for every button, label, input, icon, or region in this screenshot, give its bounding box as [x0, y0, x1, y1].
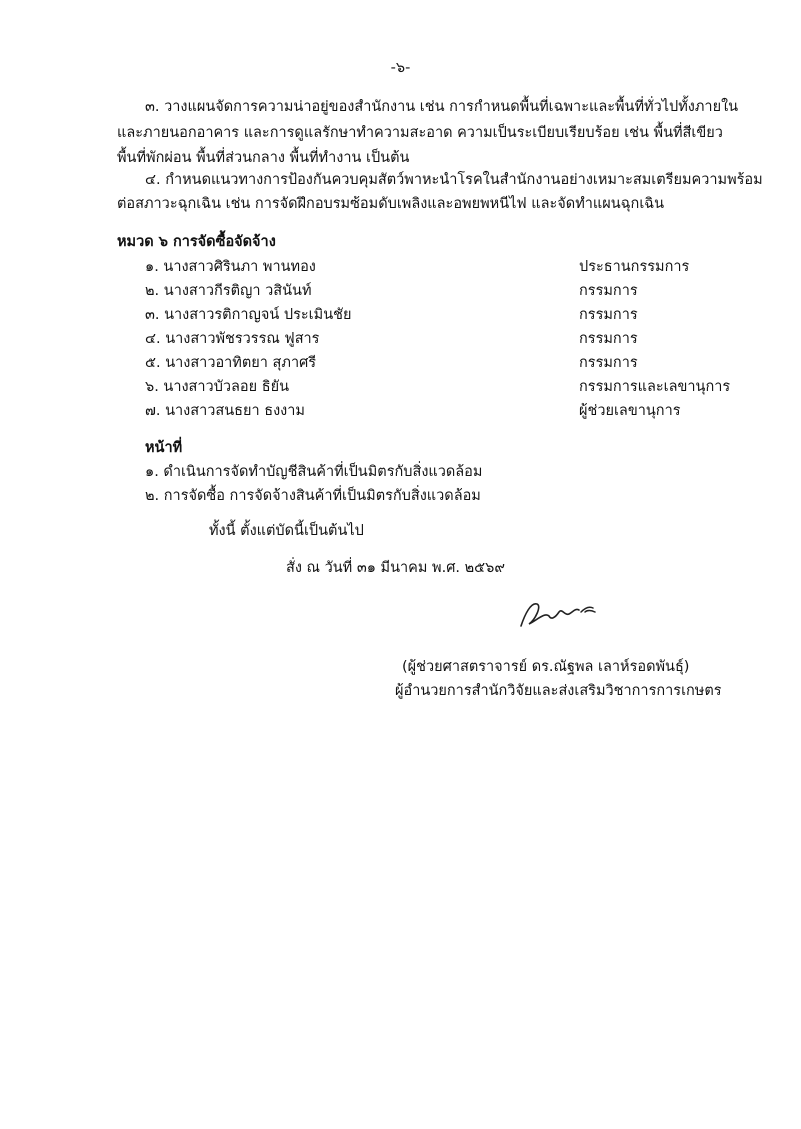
member-name: ๒. นางสาวกีรติญา วสินันท์	[145, 283, 312, 299]
member-name: ๔. นางสาวพัชรวรรณ ฟูสาร	[145, 331, 320, 347]
member-name: ๓. นางสาวรติกาญจน์ ประเมินชัย	[145, 307, 352, 323]
paragraph-3-line-3: พื้นที่พักผ่อน พื้นที่ส่วนกลาง พื้นที่ทำงาน เป็นต้น	[117, 150, 410, 166]
member-role: กรรมการ	[579, 307, 638, 323]
paragraph-3-line-2: และภายนอกอาคาร และการดูแลรักษาทำความสะอาด ความเป็นระเบียบเรียบร้อย เช่น พื้นที่สีเขียว	[117, 125, 723, 141]
paragraph-4-line-2: ต่อสภาวะฉุกเฉิน เช่น การจัดฝึกอบรมซ้อมดับเพลิงและอพยพหนีไฟ และจัดทำแผนฉุกเฉิน	[117, 196, 665, 212]
order-date: สั่ง ณ วันที่ ๓๑ มีนาคม พ.ศ. ๒๕๖๙	[286, 560, 505, 576]
member-role: ผู้ช่วยเลขานุการ	[579, 403, 681, 419]
member-role: กรรมการ	[579, 283, 638, 299]
member-name: ๖. นางสาวบัวลอย ธิยัน	[145, 379, 289, 395]
duty-item: ๑. ดำเนินการจัดทำบัญชีสินค้าที่เป็นมิตรกับสิ่งแวดล้อม	[145, 464, 483, 480]
page-number: -๖-	[390, 60, 411, 76]
member-name: ๗. นางสาวสนธยา ธงงาม	[145, 403, 305, 419]
effective-statement: ทั้งนี้ ตั้งแต่บัดนี้เป็นต้นไป	[209, 523, 364, 539]
member-name: ๕. นางสาวอาทิตยา สุภาศรี	[145, 355, 317, 371]
member-name: ๑. นางสาวศิรินภา พานทอง	[145, 259, 316, 275]
duty-item: ๒. การจัดซื้อ การจัดจ้างสินค้าที่เป็นมิตรกับสิ่งแวดล้อม	[145, 488, 481, 504]
member-role: กรรมการ	[579, 331, 638, 347]
handwritten-signature	[515, 596, 605, 636]
member-role: กรรมการ	[579, 355, 638, 371]
section-heading: หมวด ๖ การจัดซื้อจัดจ้าง	[117, 234, 276, 250]
member-role: ประธานกรรมการ	[579, 259, 690, 275]
member-role: กรรมการและเลขานุการ	[579, 379, 731, 395]
duties-heading: หน้าที่	[145, 440, 183, 456]
signatory-name: (ผู้ช่วยศาสตราจารย์ ดร.ณัฐพล เลาห์รอดพันธุ์)	[402, 659, 690, 675]
paragraph-4-line-1: ๔. กำหนดแนวทางการป้องกันควบคุมสัตว์พาหะนำโรคในสำนักงานอย่างเหมาะสมเตรียมความพร้อม	[145, 172, 763, 188]
paragraph-3-line-1: ๓. วางแผนจัดการความน่าอยู่ของสำนักงาน เช่น การกำหนดพื้นที่เฉพาะและพื้นที่ทั่วไปทั้งภายใน	[145, 99, 739, 115]
signatory-position: ผู้อำนวยการสำนักวิจัยและส่งเสริมวิชาการการเกษตร	[395, 683, 722, 699]
